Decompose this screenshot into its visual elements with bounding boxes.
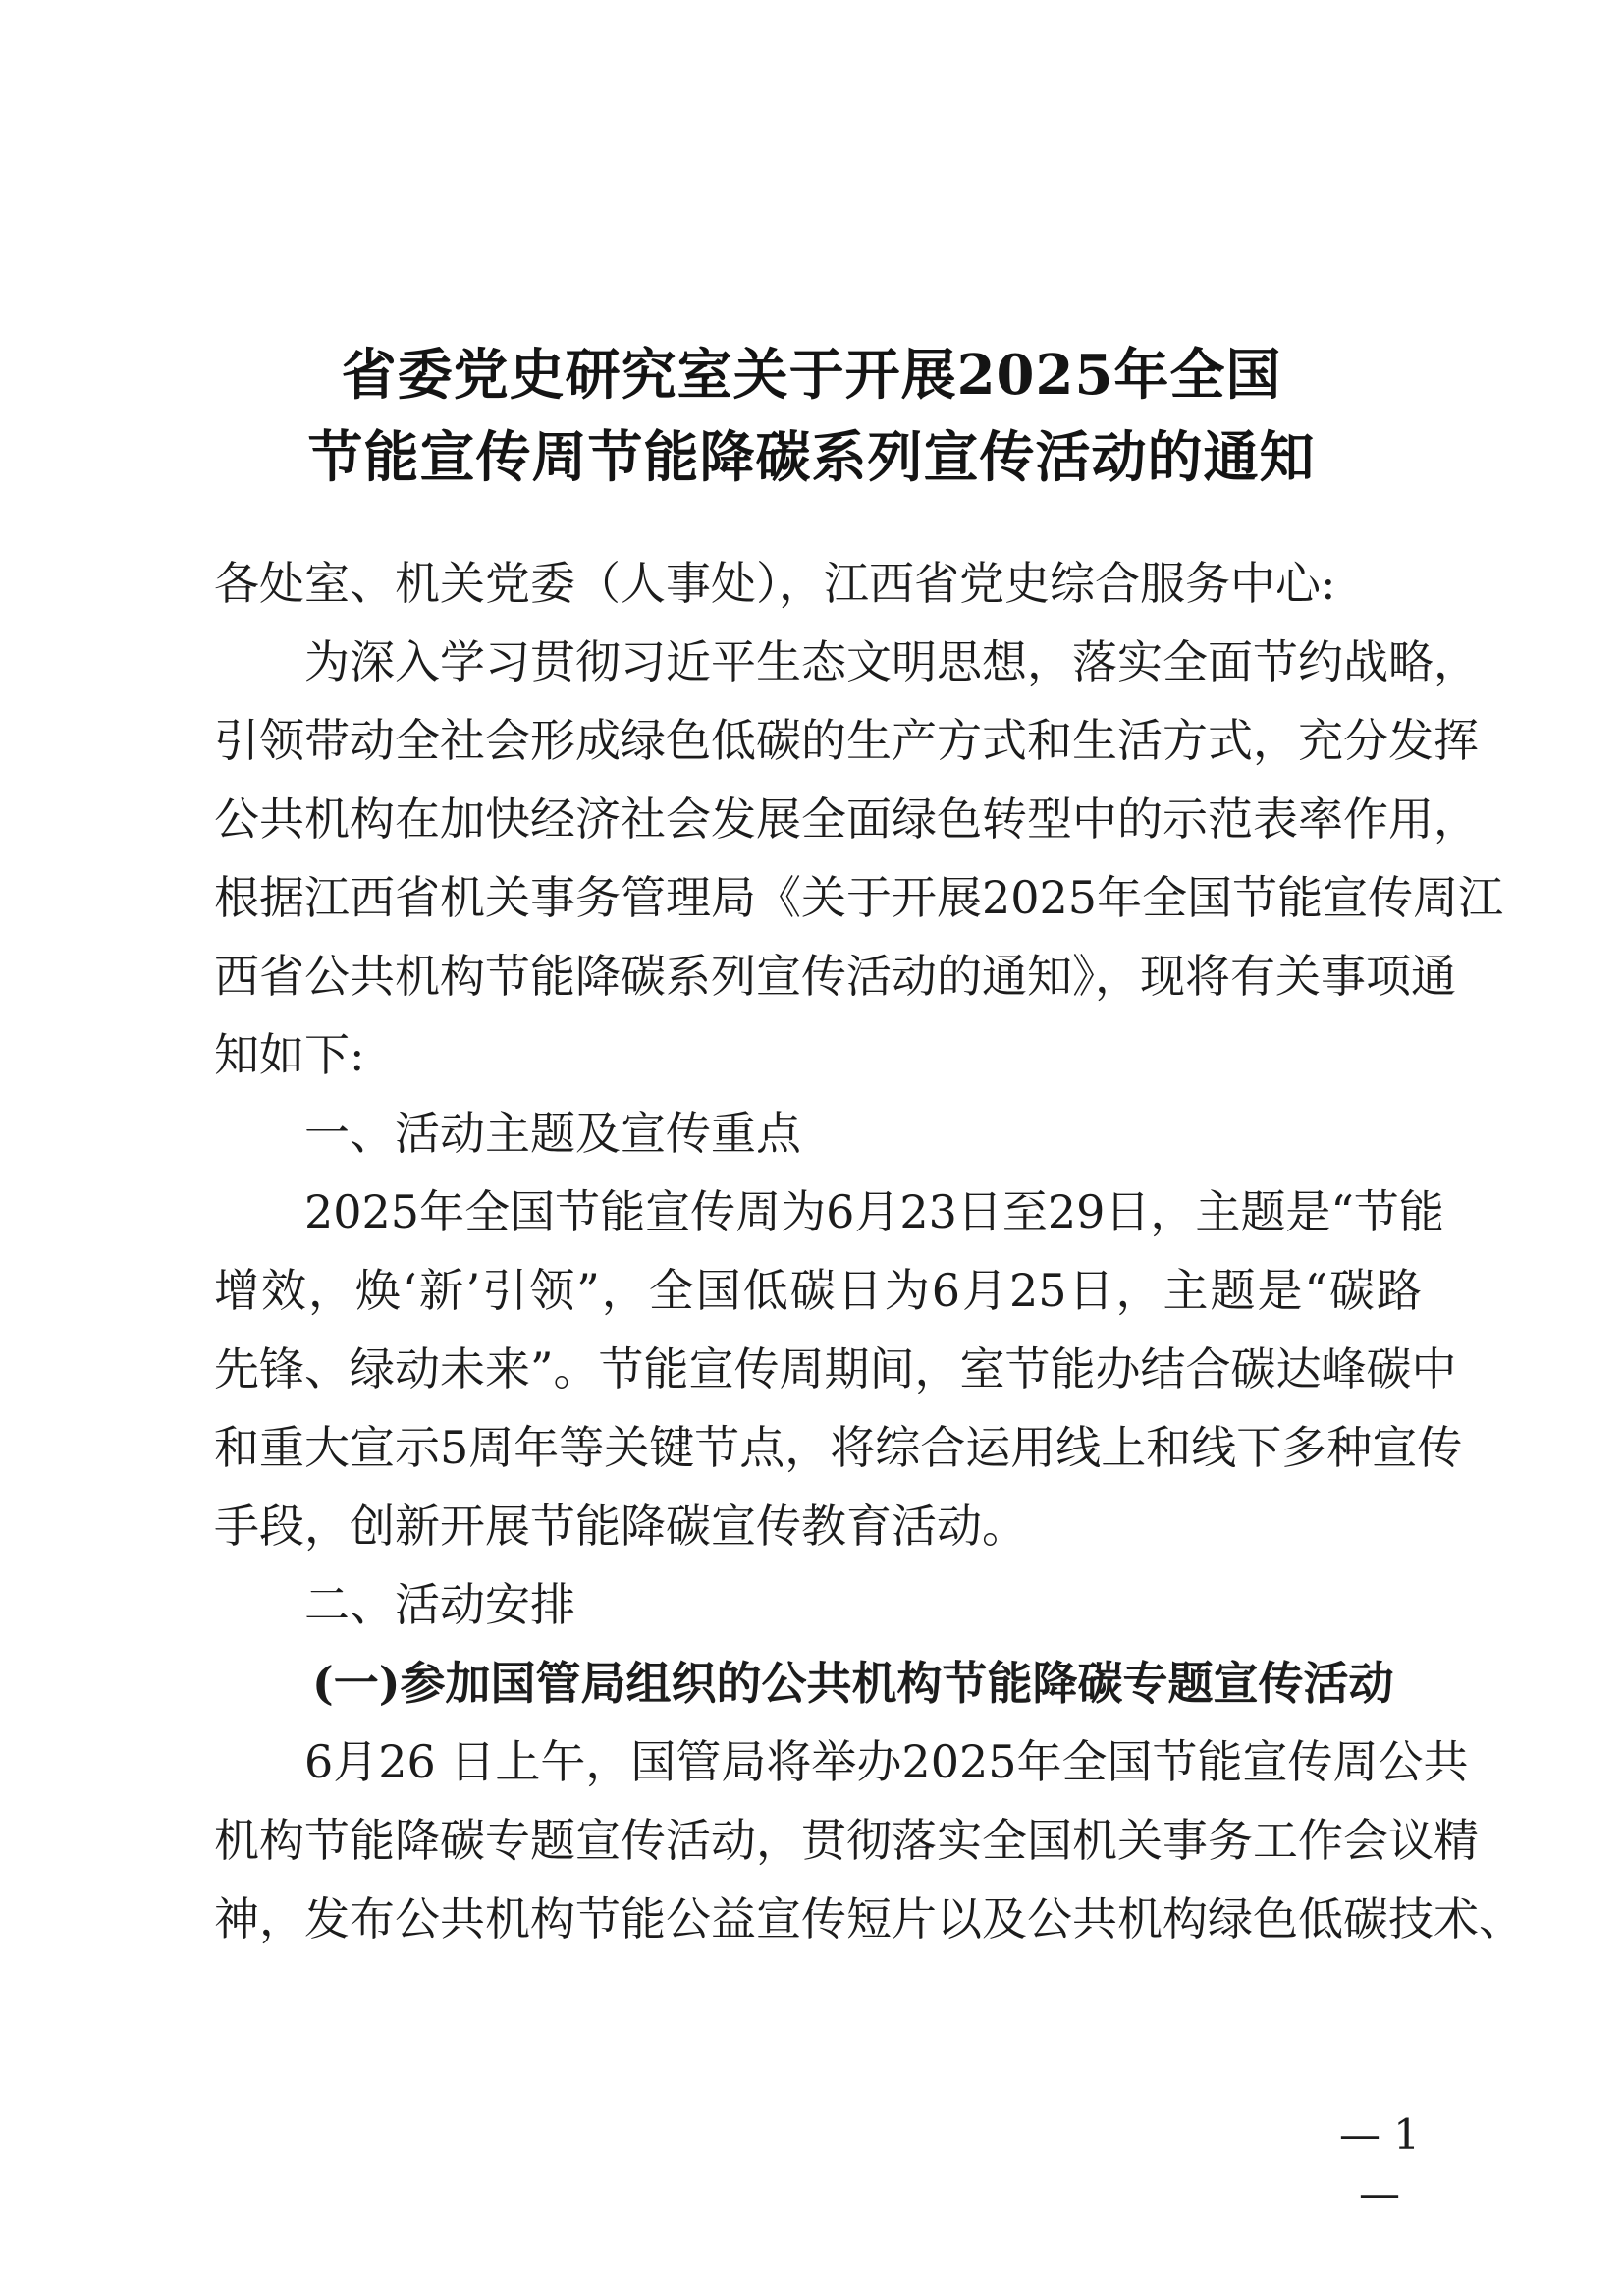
page-number: — 1 —: [1338, 2110, 1421, 2217]
paragraph-1-line-3: 公共机构在加快经济社会发展全面绿色转型中的示范表率作用，: [214, 793, 1479, 846]
paragraph-1-line-2: 引领带动全社会形成绿色低碳的生产方式和生活方式，充分发挥: [214, 714, 1479, 767]
addressee: 各处室、机关党委（人事处），江西省党史综合服务中心:: [214, 557, 1336, 610]
paragraph-1-line-6: 知如下:: [214, 1028, 365, 1081]
paragraph-1-line-5: 西省公共机构节能降碳系列宣传活动的通知》，现将有关事项通: [214, 950, 1456, 1003]
paragraph-1-line-4: 根据江西省机关事务管理局《关于开展2025年全国节能宣传周江: [214, 871, 1504, 924]
document-title-line-2: 节能宣传周节能降碳系列宣传活动的通知: [307, 425, 1316, 490]
paragraph-1-line-1: 为深入学习贯彻习近平生态文明思想，落实全面节约战略，: [304, 635, 1479, 688]
paragraph-3-line-3: 神，发布公共机构节能公益宣传短片以及公共机构绿色低碳技术、: [214, 1892, 1524, 1945]
document-title-line-1: 省委党史研究室关于开展2025年全国: [341, 343, 1282, 408]
subsection-heading-1: (一)参加国管局组织的公共机构节能降碳专题宣传活动: [312, 1657, 1394, 1710]
paragraph-2-line-5: 手段，创新开展节能降碳宣传教育活动。: [214, 1500, 1027, 1553]
paragraph-2-line-1: 2025年全国节能宣传周为6月23日至29日，主题是“节能: [304, 1185, 1444, 1238]
paragraph-3-line-1: 6月26 日上午，国管局将举办2025年全国节能宣传周公共: [304, 1735, 1469, 1788]
section-heading-1: 一、活动主题及宣传重点: [304, 1107, 801, 1160]
paragraph-2-line-4: 和重大宣示5周年等关键节点，将综合运用线上和线下多种宣传: [214, 1421, 1463, 1474]
paragraph-2-line-2: 增效，焕‘新’引领”，全国低碳日为6月25日，主题是“碳路: [214, 1264, 1422, 1317]
paragraph-3-line-2: 机构节能降碳专题宣传活动，贯彻落实全国机关事务工作会议精: [214, 1814, 1479, 1867]
paragraph-2-line-3: 先锋、绿动未来”。节能宣传周期间，室节能办结合碳达峰碳中: [214, 1342, 1457, 1395]
section-heading-2: 二、活动安排: [304, 1578, 575, 1631]
